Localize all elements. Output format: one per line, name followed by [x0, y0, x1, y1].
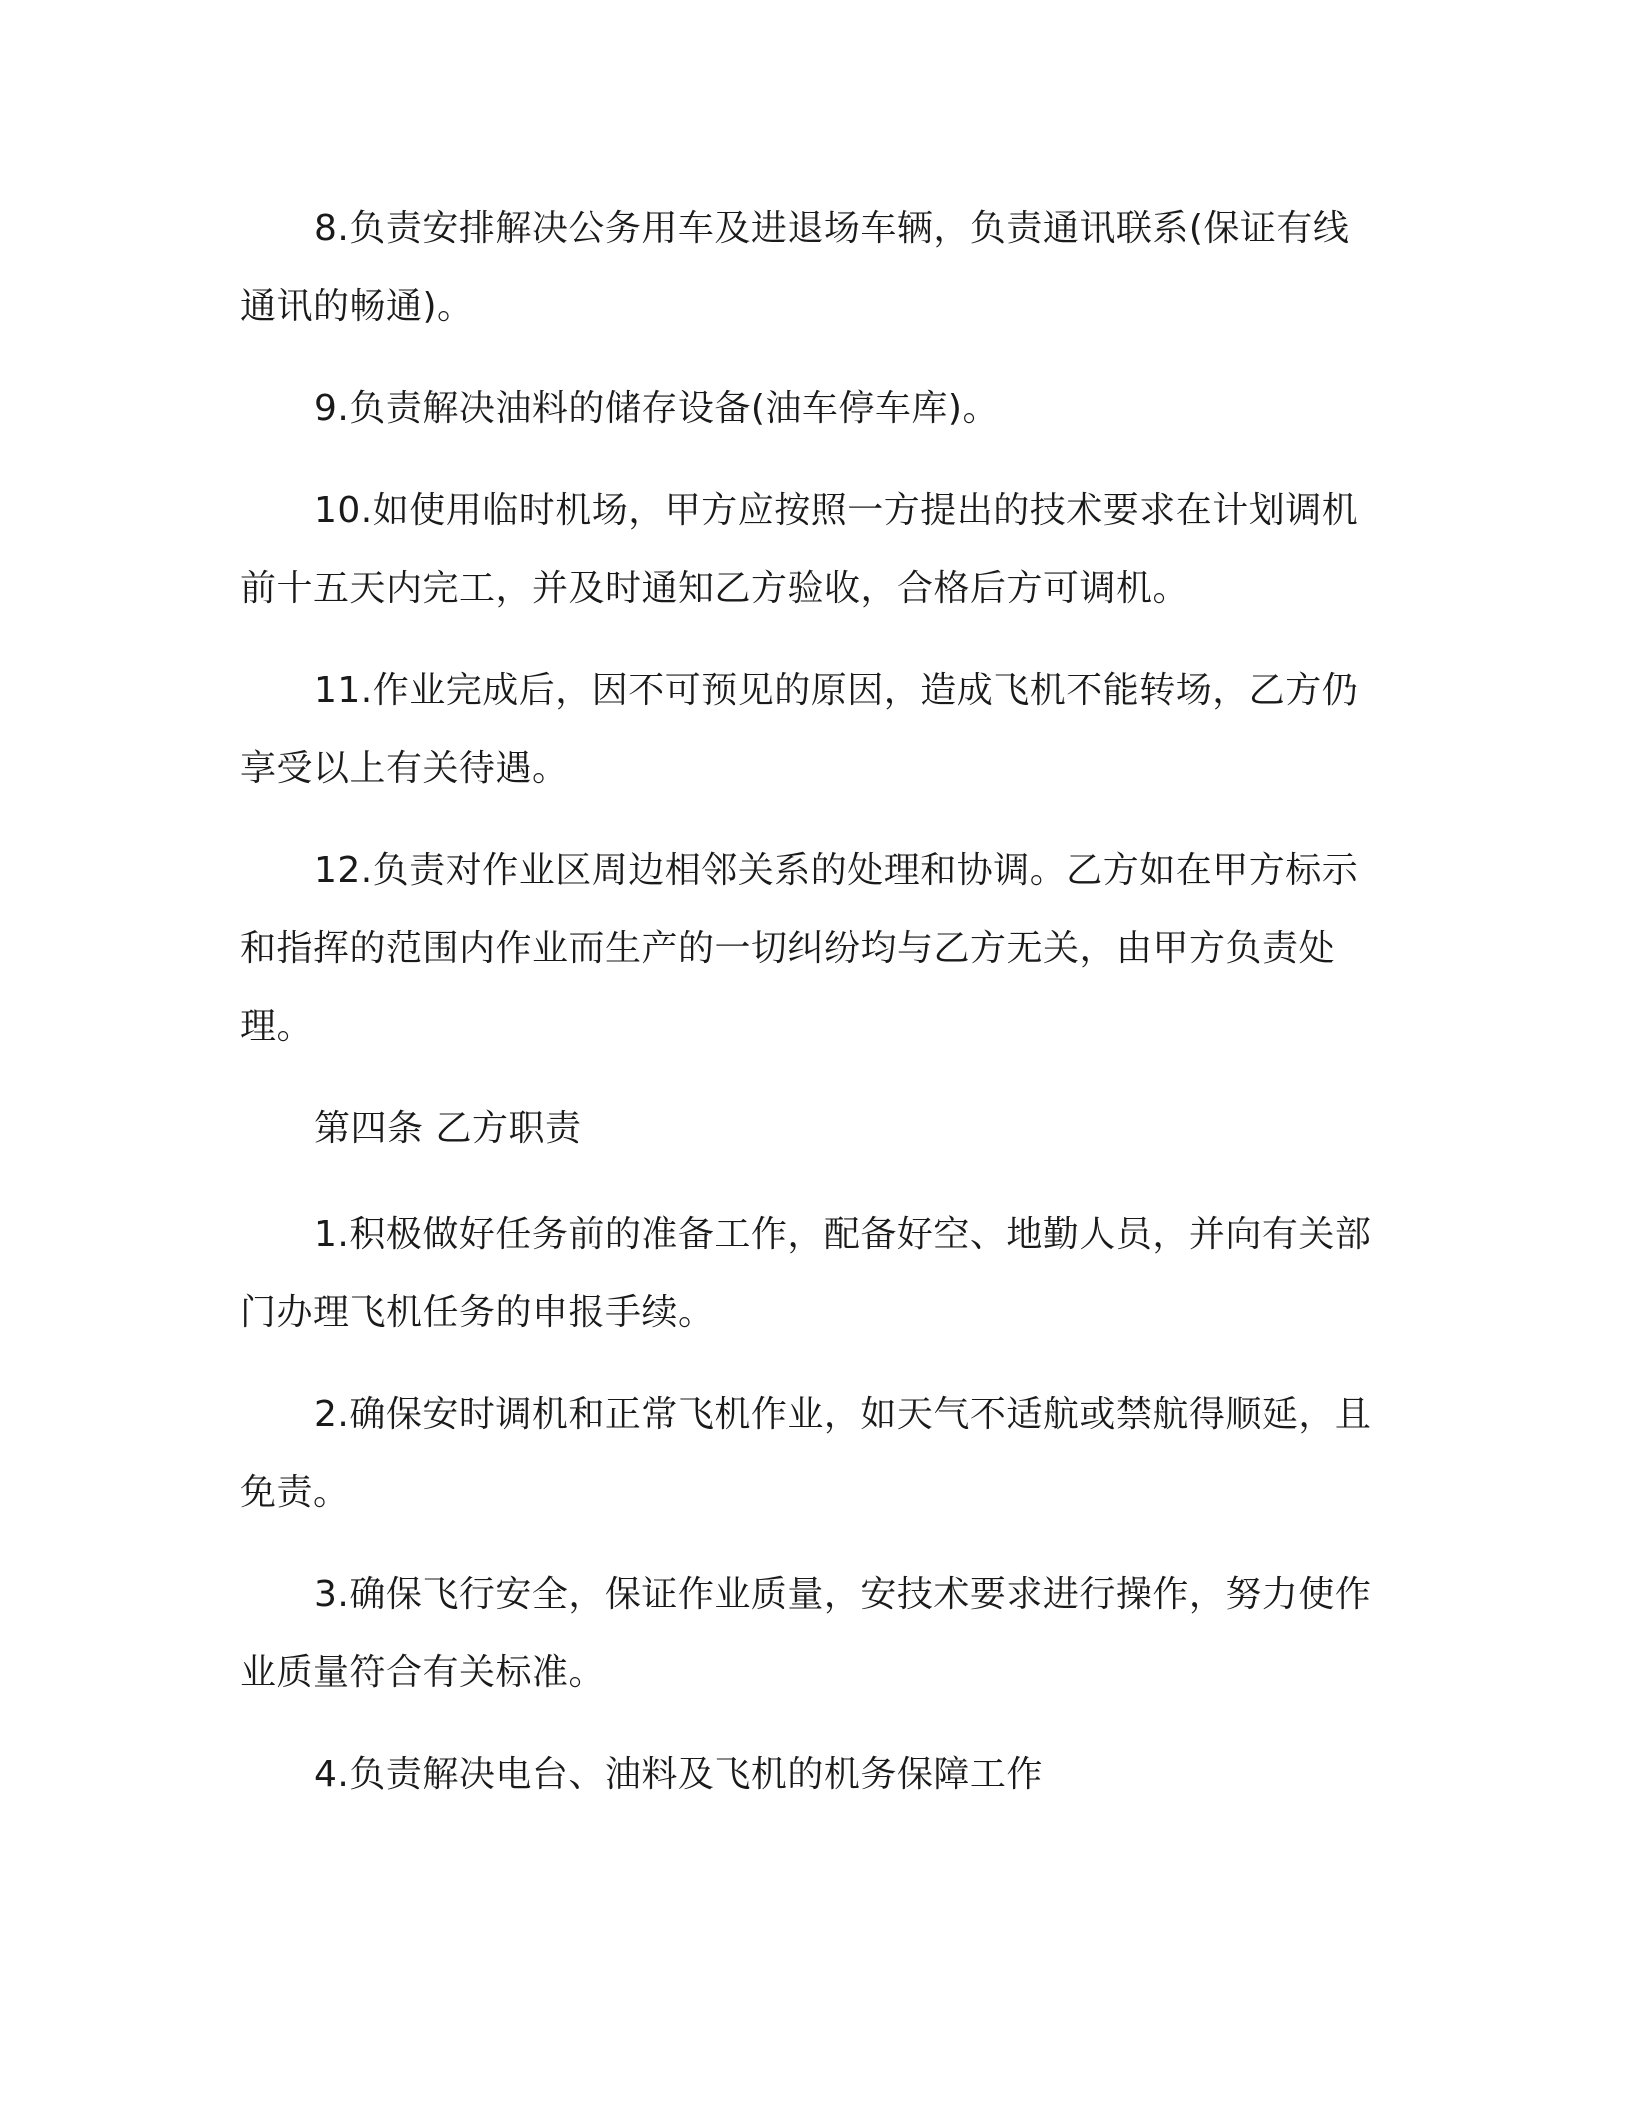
paragraph-item-8: 8.负责安排解决公务用车及进退场车辆，负责通讯联系(保证有线通讯的畅通)。 [240, 208, 1350, 327]
paragraph-duty-3: 3.确保飞行安全，保证作业质量，安技术要求进行操作，努力使作业质量符合有关标准。 [240, 1574, 1372, 1693]
section-heading-article-4: 第四条 乙方职责 [314, 1108, 582, 1149]
paragraph-duty-2: 2.确保安时调机和正常飞机作业，如天气不适航或禁航得顺延，且免责。 [240, 1394, 1372, 1513]
paragraph-duty-4: 4.负责解决电台、油料及飞机的机务保障工作 [314, 1754, 1043, 1795]
document-body [240, 190, 1375, 1838]
paragraph-item-11: 11.作业完成后，因不可预见的原因，造成飞机不能转场，乙方仍享受以上有关待遇。 [240, 670, 1359, 789]
paragraph-item-9: 9.负责解决油料的储存设备(油车停车库)。 [314, 388, 999, 429]
paragraph-item-10: 10.如使用临时机场，甲方应按照一方提出的技术要求在计划调机前十五天内完工，并及时通知乙方验收，合格后方可调机。 [240, 490, 1359, 609]
paragraph-item-12: 12.负责对作业区周边相邻关系的处理和协调。乙方如在甲方标示和指挥的范围内作业而生产的一切纠纷均与乙方无关，由甲方负责处理。 [240, 850, 1359, 1047]
paragraph-duty-1: 1.积极做好任务前的准备工作，配备好空、地勤人员，并向有关部门办理飞机任务的申报手续。 [240, 1214, 1372, 1333]
